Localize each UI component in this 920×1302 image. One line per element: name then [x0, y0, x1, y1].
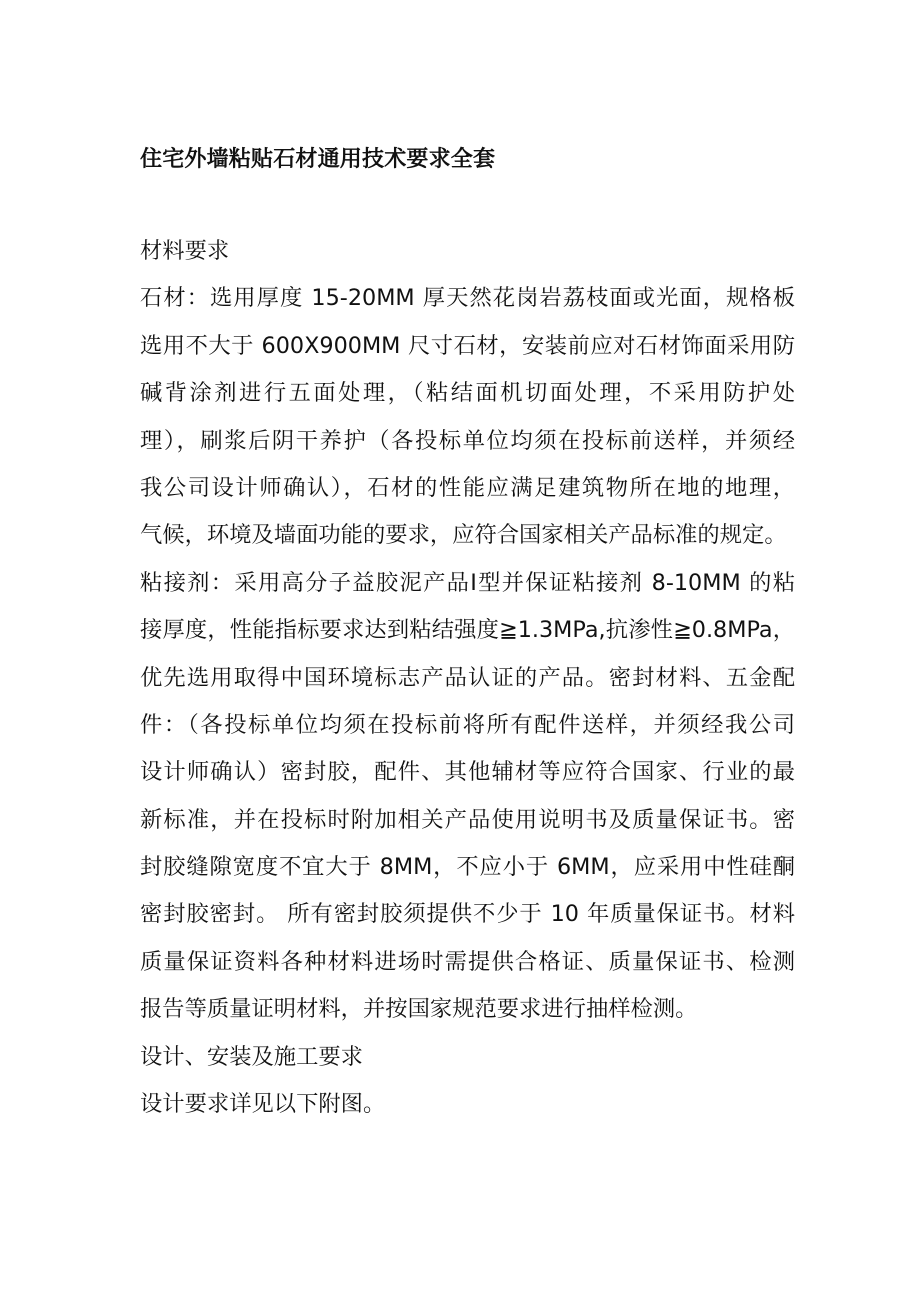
section-heading-materials: 材料要求	[140, 238, 230, 264]
paragraph-line: 设计要求详见以下附图。	[140, 1091, 386, 1118]
paragraph-line: 质量保证资料各种材料进场时需提供合格证、质量保证书、检测	[140, 948, 795, 975]
paragraph-line: 气候，环境及墙面功能的要求，应符合国家相关产品标准的规定。	[140, 522, 787, 549]
paragraph-line: 理），刷浆后阴干养护（各投标单位均须在投标前送样，并须经	[140, 427, 795, 454]
paragraph-line: 新标准，并在投标时附加相关产品使用说明书及质量保证书。密	[140, 806, 795, 833]
paragraph-line: 选用不大于 600X900MM 尺寸石材，安装前应对石材饰面采用防	[140, 332, 795, 359]
paragraph-line: 封胶缝隙宽度不宜大于 8MM，不应小于 6MM，应采用中性硅酮	[140, 854, 795, 881]
document-body	[140, 231, 795, 1131]
paragraph-line: 我公司设计师确认），石材的性能应满足建筑物所在地的地理，	[140, 474, 795, 501]
paragraph-line: 报告等质量证明材料，并按国家规范要求进行抽样检测。	[140, 996, 698, 1023]
paragraph-line: 件：（各投标单位均须在投标前将所有配件送样，并须经我公司	[140, 711, 795, 738]
paragraph-line: 石材：选用厚度 15-20MM 厚天然花岗岩荔枝面或光面，规格板	[140, 285, 795, 312]
section-heading-design-installation: 设计、安装及施工要求	[140, 1043, 363, 1070]
paragraph-line: 密封胶密封。 所有密封胶须提供不少于 10 年质量保证书。材料	[140, 901, 795, 928]
paragraph-line: 碱背涂剂进行五面处理，（粘结面机切面处理，不采用防护处	[140, 380, 795, 407]
paragraph-line: 接厚度，性能指标要求达到粘结强度≧1.3MPa,抗渗性≧0.8MPa，	[140, 617, 795, 644]
document-title: 住宅外墙粘贴石材通用技术要求全套	[140, 147, 496, 172]
paragraph-line: 粘接剂：采用高分子益胶泥产品Ⅰ型并保证粘接剂 8-10MM 的粘	[140, 569, 795, 596]
paragraph-line: 优先选用取得中国环境标志产品认证的产品。密封材料、五金配	[140, 664, 795, 691]
paragraph-line: 设计师确认）密封胶，配件、其他辅材等应符合国家、行业的最	[140, 759, 795, 786]
